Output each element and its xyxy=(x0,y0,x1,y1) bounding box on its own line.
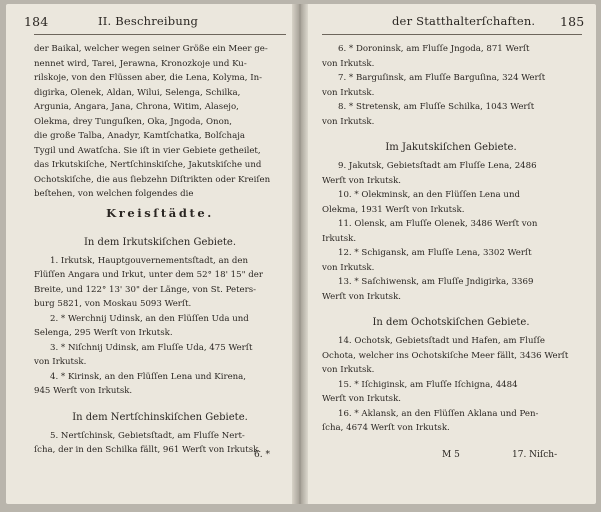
text-line: 11. Olensk, am Fluſſe Olenek, 3486 Werſt von xyxy=(338,219,538,229)
text-line: von Irkutsk. xyxy=(322,87,375,98)
text-line: beſtehen, von welchen folgendes die xyxy=(34,189,194,199)
text-line: 16. * Aklansk, an den Flüſſen Aklana und Pen- xyxy=(338,408,539,419)
text-line: 15. * Iſchiginsk, am Fluſſe Iſchigna, 4484 xyxy=(338,379,518,390)
text-line: ſcha, 4674 Werſt von Irkutsk. xyxy=(322,423,450,433)
text-line: digirka, Olenek, Aldan, Wilui, Selenga, Schilka, xyxy=(34,87,241,98)
left-body-text xyxy=(34,42,286,458)
right-signature-mark: M 5 xyxy=(442,450,460,460)
right-body-text xyxy=(322,42,580,436)
text-line: ſcha, der in den Schilka fällt, 961 Werſt von Irkutsk. xyxy=(34,445,262,455)
text-line: 8. * Stretensk, am Fluſſe Schilka, 1043 Werſt xyxy=(338,102,535,112)
left-page-number: 184 xyxy=(24,14,49,29)
text-line: das Irkutskiſche, Nertſchinskiſche, Jakutskiſche und xyxy=(34,160,262,170)
text-line: 5. Nertſchinsk, Gebietsſtadt, am Fluſſe Nert- xyxy=(50,430,245,441)
text-line: nennet wird, Tarei, Jerawna, Kronozkoje und Ku- xyxy=(34,58,247,69)
text-line: Ochota, welcher ins Ochotskiſche Meer fällt, 3436 Werſt xyxy=(322,350,569,361)
text-line: Tygil und Awatſcha. Sie iſt in vier Gebiete getheilet, xyxy=(34,145,261,156)
text-line: Werſt von Irkutsk. xyxy=(322,175,402,186)
right-page xyxy=(302,4,596,504)
text-line: Olekma, 1931 Werſt von Irkutsk. xyxy=(322,204,465,215)
text-line: von Irkutsk. xyxy=(34,357,87,367)
text-line: von Irkutsk. xyxy=(322,365,375,375)
text-line: von Irkutsk. xyxy=(322,58,375,69)
right-header-rule xyxy=(322,34,582,35)
text-line: Irkutsk. xyxy=(322,233,357,244)
text-line: Werſt von Irkutsk. xyxy=(322,394,402,404)
left-header-rule xyxy=(34,34,286,35)
section-heading: In dem Nertſchinskiſchen Gebiete. xyxy=(72,411,248,423)
text-line: 10. * Olekminsk, an den Flüſſen Lena und xyxy=(338,190,520,200)
right-catchword: 17. Niſch- xyxy=(512,450,558,460)
text-line: die große Talba, Anadyr, Kamtſchatka, Bolſchaja xyxy=(34,131,246,141)
text-line: Argunia, Angara, Jana, Chrona, Witim, Alasejo, xyxy=(34,102,239,112)
section-heading: In dem Irkutskiſchen Gebiete. xyxy=(83,236,236,248)
text-line: von Irkutsk. xyxy=(322,116,375,127)
left-page xyxy=(6,4,298,504)
text-line: Olekma, drey Tunguſken, Oka, Jngoda, Onon, xyxy=(34,116,233,127)
text-line: 12. * Schigansk, am Fluſſe Lena, 3302 Werſt xyxy=(338,248,532,258)
text-line: 14. Ochotsk, Gebietsſtadt und Hafen, am Fluſſe xyxy=(338,336,545,346)
text-line: Breite, und 122° 13' 30" der Länge, von St. Peters- xyxy=(34,284,257,295)
text-line: der Baikal, welcher wegen seiner Größe ein Meer ge- xyxy=(34,44,268,54)
text-line: 13. * Saſchiwensk, am Fluſſe Jndigirka, 3369 xyxy=(338,277,534,287)
text-line: 2. * Werchnij Udinsk, an den Flüſſen Uda und xyxy=(50,313,249,324)
text-line: Werſt von Irkutsk. xyxy=(322,291,402,302)
text-line: von Irkutsk. xyxy=(322,262,375,273)
text-line: 1. Irkutsk, Hauptgouvernementsſtadt, an den xyxy=(50,255,249,266)
section-heading: Kreisſtädte. xyxy=(106,205,214,220)
text-line: 7. * Barguſinsk, am Fluſſe Barguſina, 324 Werſt xyxy=(338,73,546,83)
section-heading: Im Jakutskiſchen Gebiete. xyxy=(385,142,517,153)
text-line: 9. Jakutsk, Gebietsſtadt am Fluſſe Lena, 2486 xyxy=(338,161,537,171)
text-line: Ochotskiſche, die aus ſiebzehn Diſtrikten oder Kreiſen xyxy=(34,174,271,185)
left-running-head: II. Beschreibung xyxy=(98,14,199,28)
book-gutter xyxy=(292,4,308,504)
text-line: 3. * Niſchnij Udinsk, am Fluſſe Uda, 475 Werſt xyxy=(50,342,253,353)
text-line: 945 Werſt von Irkutsk. xyxy=(34,386,133,396)
text-line: Selenga, 295 Werſt von Irkutsk. xyxy=(34,328,173,338)
right-page-number: 185 xyxy=(560,14,585,29)
text-line: 6. * Doroninsk, am Fluſſe Jngoda, 871 Werſt xyxy=(338,44,530,54)
left-catchword: 6. * xyxy=(254,450,270,460)
text-line: 4. * Kirinsk, an den Flüſſen Lena und Kirena, xyxy=(50,371,247,382)
section-heading: In dem Ochotskiſchen Gebiete. xyxy=(372,317,530,328)
text-line: Flüſſen Angara und Irkut, unter dem 52° 18' 15" der xyxy=(34,270,263,280)
text-line: rilskoje, von den Flüssen aber, die Lena, Kolyma, In- xyxy=(34,73,263,83)
text-line: burg 5821, von Moskau 5093 Werſt. xyxy=(34,299,192,309)
right-running-head: der Statthalterſchaften. xyxy=(392,14,536,28)
